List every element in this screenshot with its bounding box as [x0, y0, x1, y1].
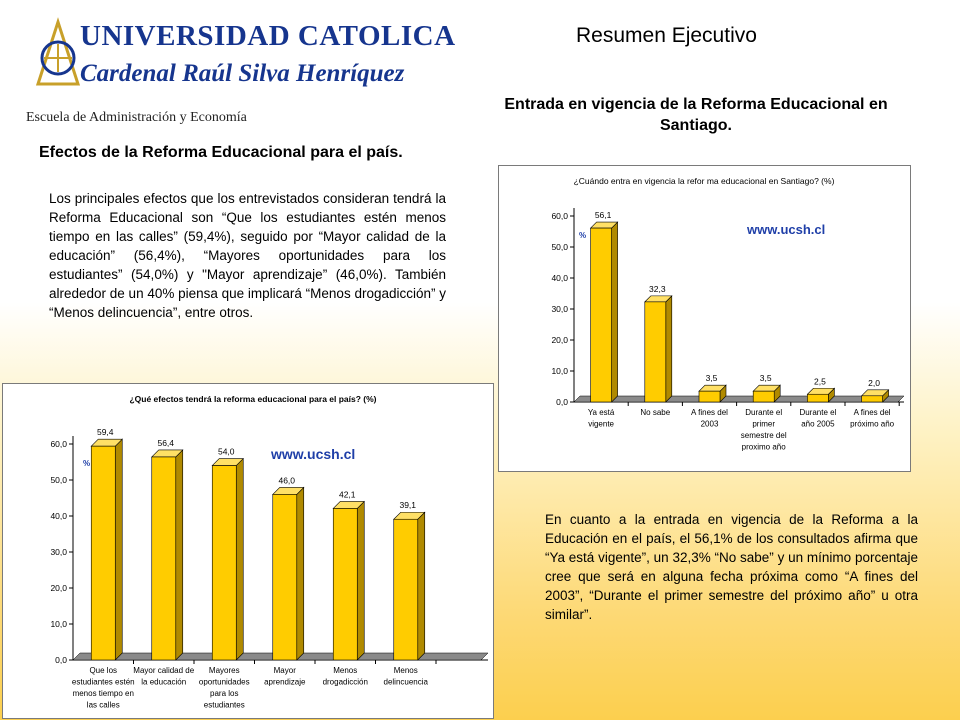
bar-value-label: 2,0: [868, 377, 881, 388]
page-title: Resumen Ejecutivo: [576, 24, 757, 47]
bar: [152, 457, 176, 660]
chart-floor: [574, 396, 904, 402]
bar-value-label: 46,0: [278, 475, 296, 486]
x-category-label: Menos drogadicción: [322, 666, 368, 687]
bar: [699, 391, 720, 402]
chart-watermark: www.ucsh.cl: [271, 446, 356, 462]
logo-emblem-icon: [28, 14, 88, 99]
bar: [91, 446, 115, 660]
chart-vigencia-svg: [499, 166, 910, 471]
bar-value-label: 42,1: [338, 489, 356, 500]
bar-side: [236, 459, 243, 660]
bar: [807, 394, 828, 402]
bar-value-label: 2,5: [813, 376, 826, 387]
y-tick-label: 50,0: [50, 475, 67, 485]
bar-value-label: 56,4: [157, 437, 175, 448]
bar-side: [176, 450, 183, 660]
bar: [862, 396, 883, 402]
x-category-label: Mayores oportunidades para los estudiantes: [198, 666, 250, 710]
bar-value-label: 39,1: [399, 500, 417, 511]
bar: [273, 494, 297, 660]
bar-value-label: 32,3: [649, 283, 666, 294]
bar: [645, 302, 666, 402]
bar-value-label: 3,5: [759, 373, 772, 384]
logo-university-name: UNIVERSIDAD CATOLICA: [80, 20, 456, 52]
left-section-heading: Efectos de la Reforma Educacional para el país.: [39, 144, 403, 161]
x-category-label: Durante el año 2005: [799, 408, 837, 429]
x-category-label: A fines del próximo año: [850, 408, 895, 429]
y-tick-label: 0,0: [55, 655, 67, 665]
chart-watermark: www.ucsh.cl: [747, 222, 826, 237]
x-category-label: Mayor aprendizaje: [264, 666, 306, 687]
bar: [333, 508, 357, 660]
bar-value-label: 59,4: [96, 427, 114, 438]
chart-title: ¿Qué efectos tendrá la reforma educacional para el país? (%): [129, 394, 377, 404]
bar-side: [666, 296, 672, 402]
y-tick-label: 60,0: [551, 211, 568, 221]
x-category-label: No sabe: [640, 408, 671, 417]
bar: [212, 466, 236, 660]
chart-efectos-svg: [3, 384, 493, 718]
right-section-paragraph: En cuanto a la entrada en vigencia de la Reforma a la Educación en el país, el 56,1% de los consultados afirma que “Ya está vigente”, un 32,3% “No sabe” y un mínimo porcentaje cree que será en alguna fecha próxima como “A fines del 2003”, “Durante el primer semestre del próximo año” u otra similar”.: [545, 512, 918, 622]
school-name: Escuela de Administración y Economía: [26, 110, 247, 125]
y-tick-label: 10,0: [551, 366, 568, 376]
university-logo: [28, 14, 456, 99]
x-category-label: Menos delincuencia: [383, 666, 428, 687]
bar-side: [297, 487, 304, 660]
y-tick-label: 50,0: [551, 242, 568, 252]
chart-percent-mark: %: [579, 231, 587, 240]
y-tick-label: 30,0: [551, 304, 568, 314]
x-category-label: A fines del 2003: [691, 408, 728, 429]
chart-vigencia: [498, 165, 911, 472]
right-section-heading: Entrada en vigencia de la Reforma Educacional en Santiago.: [504, 96, 888, 134]
logo-cardinal-name: Cardenal Raúl Silva Henríquez: [80, 60, 405, 87]
y-tick-label: 20,0: [551, 335, 568, 345]
chart-efectos: [2, 383, 494, 719]
bar-value-label: 54,0: [217, 446, 235, 457]
left-section-paragraph: Los principales efectos que los entrevistados consideran tendrá la Reforma Educacional son “Que los estudiantes estén menos tiempo en las calles” (59,4%), seguido por “Mayor calidad de la educación” (56,4%), “Mayores oportunidades para los estudiantes” (54,0%) y "Mayor aprendizaje” (46,0%). También alrededor de un 40% piensa que implicará “Menos drogadicción” y “Menos delincuencia”, entre otros.: [49, 191, 446, 320]
chart-title: ¿Cuándo entra en vigencia la refor ma educacional en Santiago? (%): [573, 176, 835, 186]
y-tick-label: 40,0: [50, 511, 67, 521]
y-tick-label: 60,0: [50, 439, 67, 449]
bar-side: [612, 222, 618, 402]
bar-value-label: 3,5: [705, 373, 718, 384]
bar-side: [418, 512, 425, 660]
y-tick-label: 10,0: [50, 619, 67, 629]
y-tick-label: 0,0: [556, 397, 568, 407]
x-category-label: Mayor calidad de la educación: [133, 666, 195, 687]
y-tick-label: 30,0: [50, 547, 67, 557]
bar-side: [357, 501, 364, 660]
y-tick-label: 20,0: [50, 583, 67, 593]
bar-side: [115, 439, 122, 660]
x-category-label: Ya está vigente: [587, 408, 615, 429]
bar: [591, 228, 612, 402]
chart-percent-mark: %: [83, 459, 91, 468]
bar: [753, 391, 774, 402]
y-tick-label: 40,0: [551, 273, 568, 283]
x-category-label: Que los estudiantes estén menos tiempo en las calles: [71, 666, 135, 710]
bar: [394, 519, 418, 660]
x-category-label: Durante el primer semestre del proximo año: [740, 408, 787, 452]
bar-value-label: 56,1: [594, 210, 612, 221]
